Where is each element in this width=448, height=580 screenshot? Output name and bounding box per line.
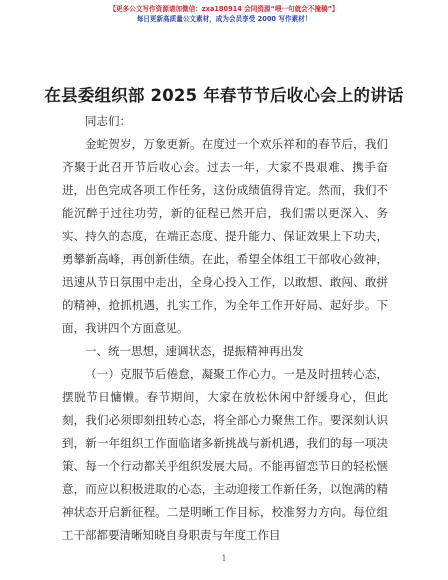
section-heading-1: 一、统一思想，速调状态，提振精神再出发 <box>85 344 304 358</box>
document-title: 在县委组织部 2025 年春节节后收心会上的讲话 <box>44 86 404 105</box>
promo-banner-line-1: 【更多公文写作资源请加微信：zxa180914 会同资源“喂一句就会不撞稿”】 <box>109 5 339 13</box>
paragraph-section-1-1: （一）克服节后倦怠，凝聚工作心力。一是及时扭转心态，摆脱节日慵懒。春节期间，大家在放松休闲中舒缓身心，但此刻，我们必须即刻扭转心态，将全部心力聚焦工作。要深刻认识到，新一年组织工作面临诸多新挑战与新机遇，我们的每一项决策、每一个行动都关乎组织发展大局。不能再留恋节日的轻松惬意，而应以积极进取的心态，主动迎接工作新任务，以饱满的精神状态开启新征程。二是明晰工作目标，校准努力方向。每位组工干部都要清晰知晓自身职责与年度工作目 <box>62 367 388 542</box>
promo-banner-line-2: 每日更新高质量公文素材，成为会员享受 2000 写作素材！ <box>136 15 312 23</box>
promo-banner <box>0 4 448 24</box>
salutation: 同志们： <box>85 114 131 128</box>
page-number: 1 <box>221 554 227 563</box>
paragraph-intro: 金蛇贺岁，万象更新。在度过一个欢乐祥和的春节后，我们齐聚于此召开节后收心会。过去一年，大家不畏艰难、携手奋进，出色完成各项工作任务，这份成绩值得肯定。然而，我们不能沉醉于过往功劳，新的征程已然开启，我们需以更深入、务实、持久的态度，在端正态度、提升能力、保证效果上下功夫，勇攀新高峰，再创新佳绩。在此，希望全体组工干部收心敛神，迅速从节日氛围中走出，全身心投入工作，以敢想、敢闯、敢拼的精神，抢抓机遇，扎实工作，为全年工作开好局、起好步。下面，我讲四个方面意见。 <box>62 137 388 335</box>
document-body <box>62 108 388 547</box>
